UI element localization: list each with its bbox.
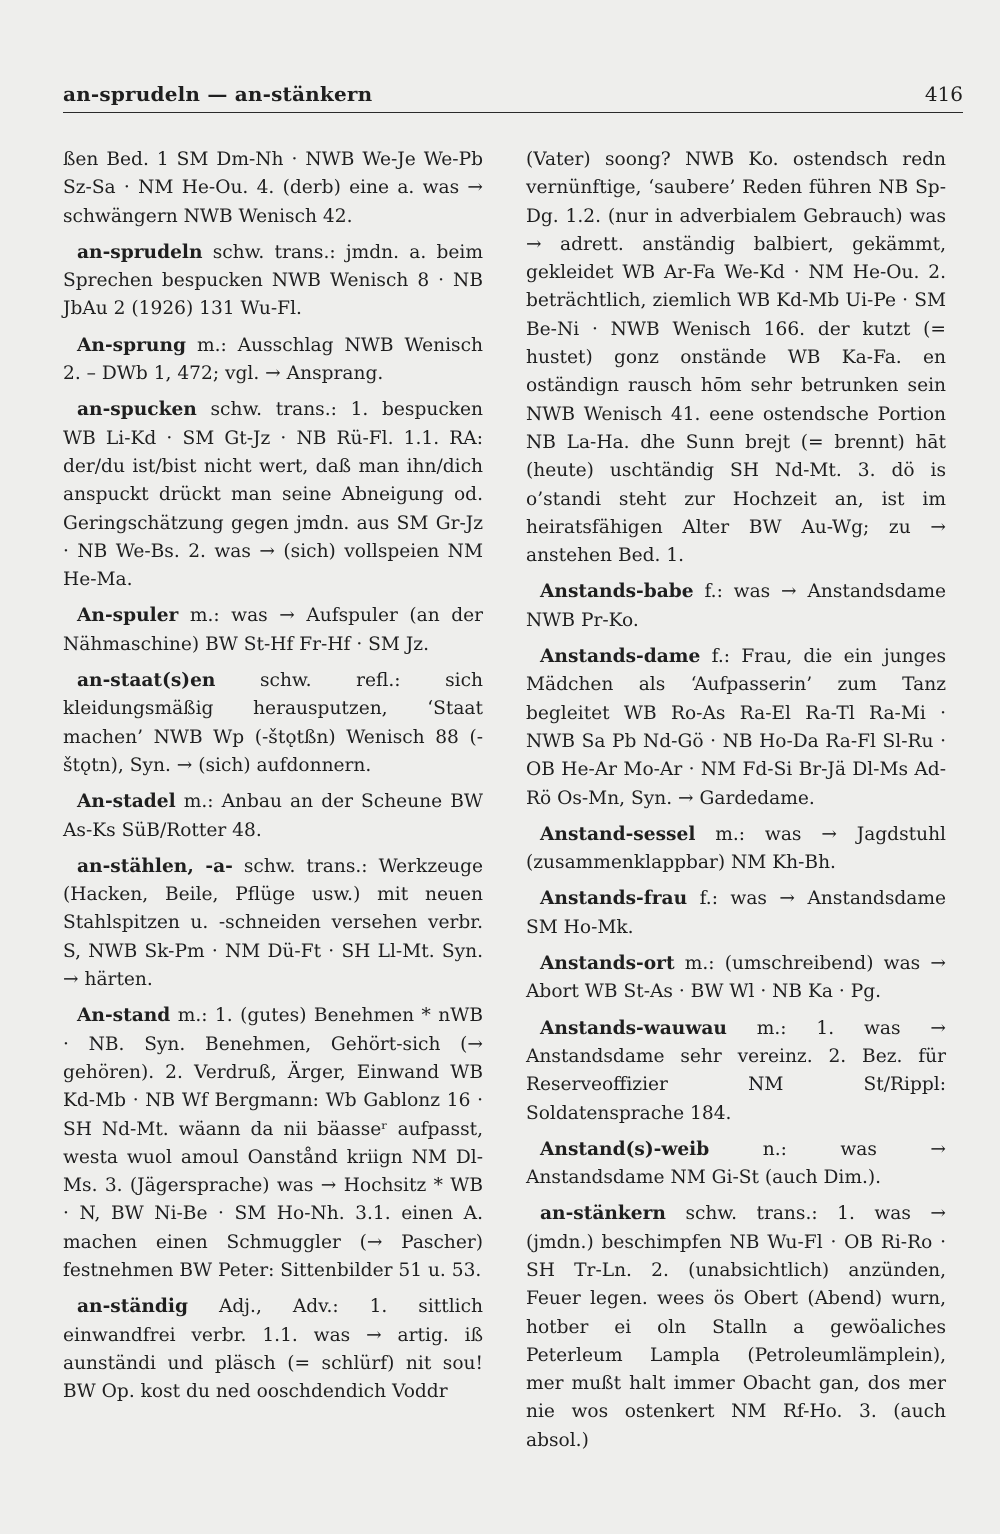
headword: Anstands-babe: [540, 581, 694, 603]
dictionary-entry: Anstand(s)-weib n.: was → Anstandsdame NM Gi-St (auch Dim.).: [526, 1138, 946, 1189]
headword: an-staat(s)en: [77, 670, 216, 692]
left-column: [63, 146, 483, 1414]
headword: Anstand-sessel: [540, 823, 696, 845]
headword: Anstands-frau: [540, 888, 688, 910]
headword: Anstands-wauwau: [540, 1017, 727, 1039]
headword: An-stand: [77, 1005, 171, 1027]
headword: Anstands-dame: [540, 646, 701, 668]
dictionary-entry: an-stänkern schw. trans.: 1. was → (jmdn.) beschimpfen NB Wu-Fl · OB Ri-Ro · SH Tr-Ln. 2. (unabsichtlich) anzünden, Feuer legen. wees ös Obert (Abend) wurn, hotber ei oln Stalln a gewöaliches Peterleum Lampla (Petroleumlämplein), mer mußt halt immer Obacht gan, dos mer nie wos ostenkert NM Rf-Ho. 3. (auch absol.): [526, 1203, 946, 1451]
headword: Anstands-ort: [540, 953, 675, 975]
right-column: [526, 146, 946, 1463]
dictionary-entry: Anstand-sessel m.: was → Jagdstuhl (zusammenklappbar) NM Kh-Bh.: [526, 823, 946, 874]
running-header: [63, 82, 963, 113]
headword: Anstand(s)-weib: [540, 1138, 710, 1160]
dictionary-entry: Anstands-wauwau m.: 1. was → Anstandsdame sehr vereinz. 2. Bez. für Reserveoffizier NM St/Rippl: Soldatensprache 184.: [526, 1017, 946, 1124]
headword: An-spuler: [77, 605, 179, 627]
dictionary-entry: (Vater) soong? NWB Ko. ostendsch redn vernünftige, ‘saubere’ Reden führen NB Sp-Dg. 1.2. (nur in adverbialem Gebrauch) was → adrett. anständig balbiert, gekämmt, gekleidet WB Ar-Fa We-Kd · NM He-Ou. 2. beträchtlich, ziemlich WB Kd-Mb Ui-Pe · SM Be-Ni · NWB Wenisch 166. der kutzt (= hustet) gonz onstände WB Ka-Fa. en oständign rausch hōm sehr betrunken sein NWB Wenisch 41. eene ostendsche Portion NB La-Ha. dhe Sunn brejt (= brennt) hāt (heute) uschtändig SH Nd-Mt. 3. dö is o’standi steht zur Hochzeit an, ist im heiratsfähigen Alter BW Au-Wg; zu → anstehen Bed. 1.: [526, 149, 946, 567]
headword: an-spucken: [77, 399, 197, 421]
dictionary-entry: An-stand m.: 1. (gutes) Benehmen * nWB · NB. Syn. Benehmen, Gehört-sich (→ gehören). 2. Verdruß, Ärger, Einwand WB Kd-Mb · NB Wf Bergmann: Wb Gablonz 16 · SH Nd-Mt. wäann da nii bäasseʳ aufpasst, westa wuol amoul Oanstånd kriign NM Dl-Ms. 3. (Jägersprache) was → Hochsitz * WB · N, BW Ni-Be · SM Ho-Nh. 3.1. einen A. machen einen Schmuggler (→ Pascher) festnehmen BW Peter: Sittenbilder 51 u. 53.: [63, 1005, 483, 1281]
dictionary-entry: an-staat(s)en schw. refl.: sich kleidungsmäßig herausputzen, ‘Staat machen’ NWB Wp (-štǫtßn) Wenisch 88 (-štǫtn), Syn. → (sich) aufdonnern.: [63, 670, 483, 776]
dictionary-entry: an-sprudeln schw. trans.: jmdn. a. beim Sprechen bespucken NWB Wenisch 8 · NB JbAu 2 (1926) 131 Wu-Fl.: [63, 241, 483, 320]
dictionary-entry: Anstands-ort m.: (umschreibend) was → Abort WB St-As · BW Wl · NB Ka · Pg.: [526, 953, 946, 1003]
dictionary-entry: Anstands-dame f.: Frau, die ein junges Mädchen als ‘Aufpasserin’ zum Tanz begleitet WB Ro-As Ra-El Ra-Tl Ra-Mi · NWB Sa Pb Nd-Gö · NB Ho-Da Ra-Fl Sl-Ru · OB He-Ar Mo-Ar · NM Fd-Si Br-Jä Dl-Ms Ad-Rö Os-Mn, Syn. → Gardedame.: [526, 646, 946, 809]
dictionary-entry: An-stadel m.: Anbau an der Scheune BW As-Ks SüB/Rotter 48.: [63, 791, 483, 841]
page-number: 416: [924, 82, 963, 106]
headword: an-ständig: [77, 1296, 188, 1318]
headword: an-stänkern: [540, 1203, 666, 1225]
header-title: an-sprudeln — an-stänkern: [63, 82, 373, 106]
dictionary-entry: an-ständig Adj., Adv.: 1. sittlich einwandfrei verbr. 1.1. was → artig. iß aunständi und pläsch (= schlürf) nit sou! BW Op. kost du ned ooschdendich Voddr: [63, 1296, 483, 1403]
headword: an-stählen, -a-: [77, 855, 233, 877]
headword: an-sprudeln: [77, 241, 203, 263]
headword: An-sprung: [77, 334, 186, 356]
dictionary-entry: an-spucken schw. trans.: 1. bespucken WB Li-Kd · SM Gt-Jz · NB Rü-Fl. 1.1. RA: der/du ist/bist nicht wert, daß man ihn/dich anspuckt drückt man seine Abneigung od. Geringschätzung gegen jmdn. aus SM Gr-Jz · NB We-Bs. 2. was → (sich) vollspeien NM He-Ma.: [63, 399, 483, 591]
dictionary-entry: An-sprung m.: Ausschlag NWB Wenisch 2. – DWb 1, 472; vgl. → Ansprang.: [63, 334, 483, 385]
dictionary-entry: an-stählen, -a- schw. trans.: Werkzeuge (Hacken, Beile, Pflüge usw.) mit neuen Stahlspitzen u. -schneiden versehen verbr. S, NWB Sk-Pm · NM Dü-Ft · SH Ll-Mt. Syn. → härten.: [63, 855, 484, 991]
dictionary-entry: Anstands-babe f.: was → Anstandsdame NWB Pr-Ko.: [526, 581, 946, 631]
dictionary-entry: An-spuler m.: was → Aufspuler (an der Nähmaschine) BW St-Hf Fr-Hf · SM Jz.: [63, 605, 483, 655]
dictionary-entry: Anstands-frau f.: was → Anstandsdame SM Ho-Mk.: [526, 888, 946, 938]
dictionary-entry: ßen Bed. 1 SM Dm-Nh · NWB We-Je We-Pb Sz-Sa · NM He-Ou. 4. (derb) eine a. was → schwängern NWB Wenisch 42.: [63, 149, 483, 227]
headword: An-stadel: [77, 791, 176, 813]
